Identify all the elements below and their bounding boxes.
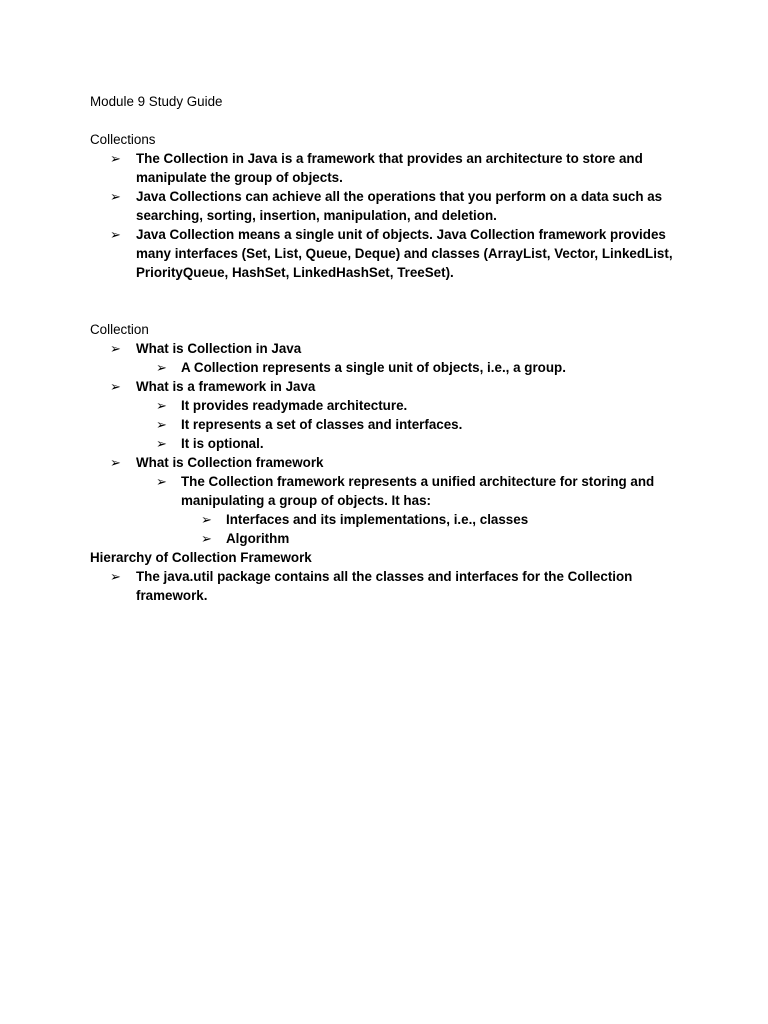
- collections-list: [90, 149, 690, 282]
- list-item-text: Interfaces and its implementations, i.e., classes: [226, 512, 529, 527]
- arrow-bullet-icon: ➢: [156, 398, 167, 413]
- hierarchy-list: [90, 567, 690, 605]
- arrow-bullet-icon: ➢: [110, 569, 121, 584]
- list-item-text: The Collection in Java is a framework that provides an architecture to store and manipulate the group of objects.: [136, 151, 643, 185]
- list-item-text: Algorithm: [226, 531, 290, 546]
- list-item: [90, 434, 690, 453]
- list-item-text: The java.util package contains all the classes and interfaces for the Collection framework.: [136, 569, 633, 603]
- arrow-bullet-icon: ➢: [201, 512, 212, 527]
- arrow-bullet-icon: ➢: [201, 531, 212, 546]
- list-item: [90, 187, 690, 225]
- list-item-text: What is a framework in Java: [136, 379, 316, 394]
- collection-list: [90, 339, 690, 548]
- list-item: [90, 396, 690, 415]
- document-page: [90, 92, 690, 605]
- arrow-bullet-icon: ➢: [156, 417, 167, 432]
- document-title: Module 9 Study Guide: [90, 94, 223, 109]
- list-item: [90, 415, 690, 434]
- arrow-bullet-icon: ➢: [110, 227, 121, 242]
- list-item: [90, 377, 690, 396]
- arrow-bullet-icon: ➢: [156, 436, 167, 451]
- spacer: [90, 282, 690, 320]
- list-item-text: Java Collection means a single unit of objects. Java Collection framework provides many interfaces (Set, List, Queue, Deque) and classes (ArrayList, Vector, LinkedList, PriorityQueue, HashSet, LinkedHashSet, TreeSet).: [136, 227, 673, 280]
- list-item-text: What is Collection framework: [136, 455, 324, 470]
- list-item: [90, 358, 690, 377]
- list-item: [90, 567, 690, 605]
- section-heading-collection: Collection: [90, 322, 149, 337]
- arrow-bullet-icon: ➢: [156, 360, 167, 375]
- arrow-bullet-icon: ➢: [110, 189, 121, 204]
- list-item: [90, 453, 690, 472]
- arrow-bullet-icon: ➢: [110, 455, 121, 470]
- section-heading-hierarchy: Hierarchy of Collection Framework: [90, 550, 312, 565]
- list-item: [90, 149, 690, 187]
- list-item-text: A Collection represents a single unit of objects, i.e., a group.: [181, 360, 566, 375]
- list-item-text: It provides readymade architecture.: [181, 398, 408, 413]
- list-item: [90, 225, 690, 282]
- list-item-text: Java Collections can achieve all the operations that you perform on a data such as searching, sorting, insertion, manipulation, and deletion.: [136, 189, 663, 223]
- list-item: [90, 529, 690, 548]
- list-item: [90, 472, 690, 510]
- arrow-bullet-icon: ➢: [110, 151, 121, 166]
- section-heading-collections: Collections: [90, 132, 156, 147]
- list-item-text: What is Collection in Java: [136, 341, 302, 356]
- list-item: [90, 339, 690, 358]
- arrow-bullet-icon: ➢: [110, 379, 121, 394]
- arrow-bullet-icon: ➢: [110, 341, 121, 356]
- arrow-bullet-icon: ➢: [156, 474, 167, 489]
- list-item-text: It represents a set of classes and interfaces.: [181, 417, 463, 432]
- list-item: [90, 510, 690, 529]
- list-item-text: The Collection framework represents a unified architecture for storing and manipulating a group of objects. It has:: [181, 474, 655, 508]
- list-item-text: It is optional.: [181, 436, 264, 451]
